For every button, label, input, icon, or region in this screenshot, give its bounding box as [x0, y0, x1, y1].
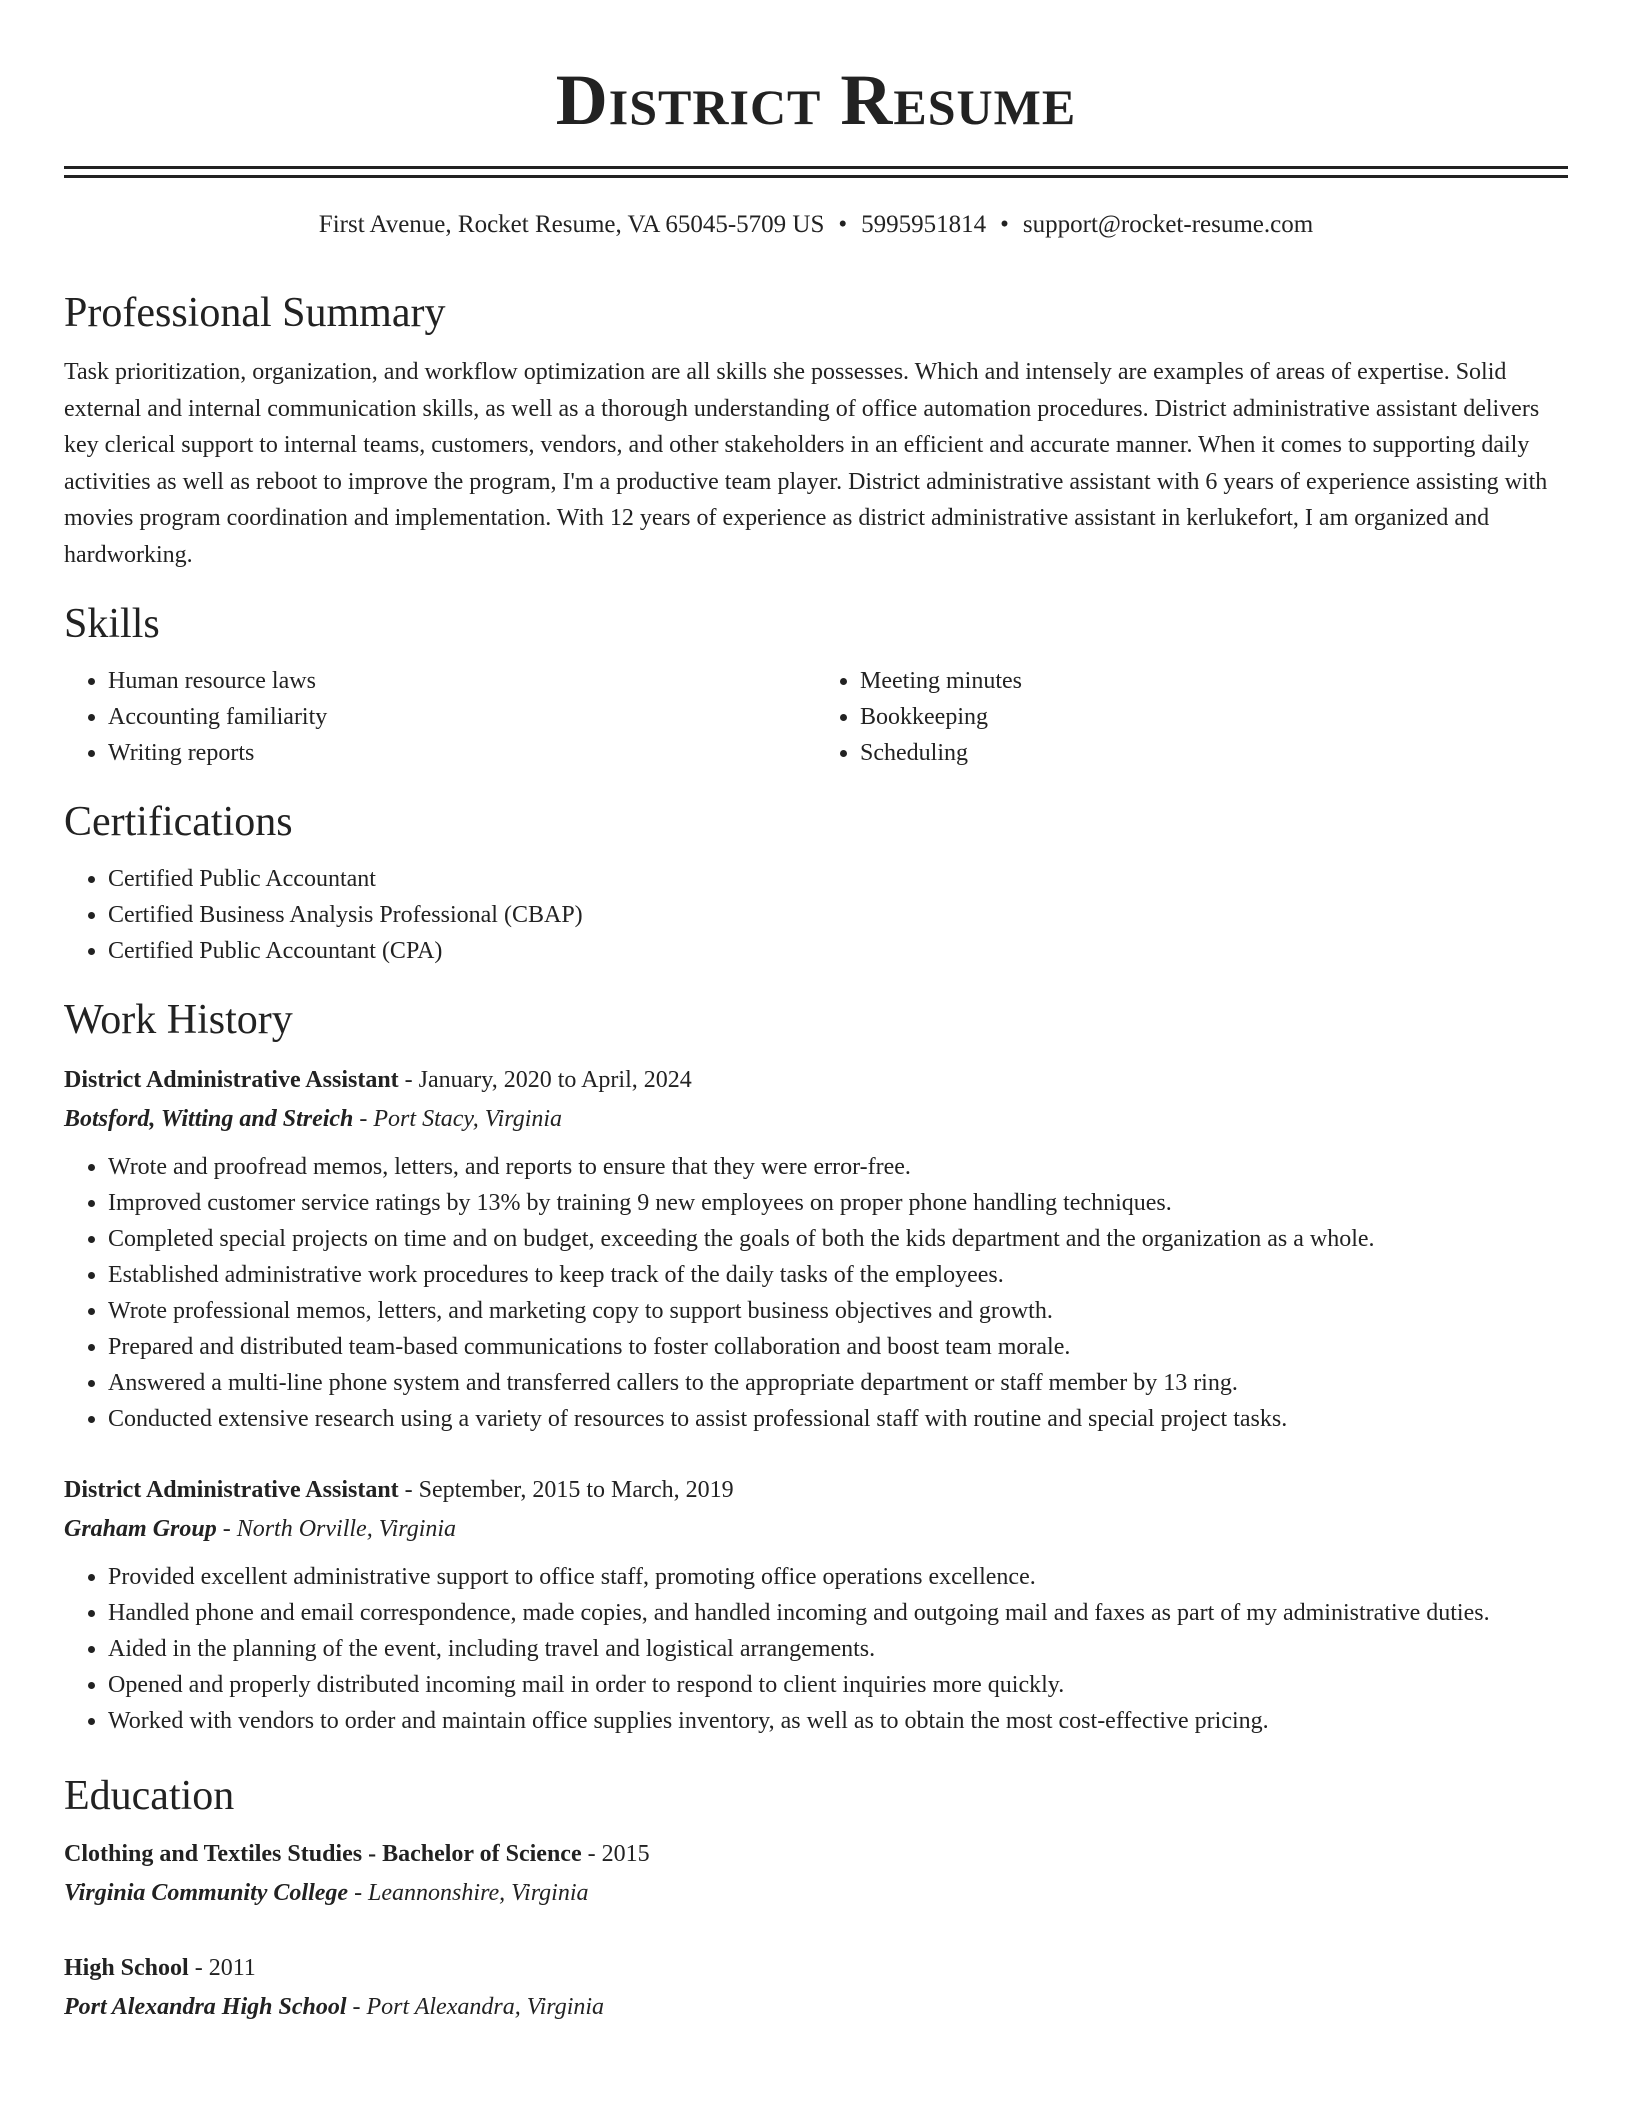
- skill-item: • Accounting familiarity: [108, 699, 816, 735]
- skills-list-left: [64, 663, 816, 771]
- education-school: Port Alexandra High School: [64, 1994, 347, 2020]
- certification-item: • Certified Business Analysis Professional (CBAP): [108, 897, 1568, 933]
- header-rule-top: [64, 166, 1568, 169]
- resume-name: District Resume: [555, 60, 1077, 140]
- job-position: District Administrative Assistant: [64, 1477, 399, 1503]
- job-company-line: [64, 1510, 1568, 1549]
- education-degree: High School: [64, 1955, 189, 1981]
- skill-item: • Meeting minutes: [860, 663, 1568, 699]
- work-history-heading: Work History: [64, 997, 293, 1043]
- education-location: - Leannonshire, Virginia: [348, 1880, 589, 1906]
- job-bullet: • Handled phone and email correspondence, made copies, and handled incoming and outgoing mail and faxes as part of my administrative duties.: [108, 1595, 1568, 1631]
- contact-email[interactable]: support@rocket-resume.com: [1022, 211, 1314, 238]
- education-entry: [64, 1835, 1568, 1913]
- job-bullet: • Worked with vendors to order and maintain office supplies inventory, as well as to obtain the most cost-effective pricing.: [108, 1703, 1568, 1739]
- job-entry: [64, 1061, 1568, 1437]
- certifications-list: [64, 861, 1568, 969]
- education-degree-line: [64, 1835, 1568, 1874]
- skill-item: • Bookkeeping: [860, 699, 1568, 735]
- job-bullet: • Prepared and distributed team-based communications to foster collaboration and boost team morale.: [108, 1329, 1568, 1365]
- job-bullet: • Answered a multi-line phone system and transferred callers to the appropriate department or staff member by 13 ring.: [108, 1365, 1568, 1401]
- job-position: District Administrative Assistant: [64, 1067, 399, 1093]
- education-school-line: [64, 1988, 1568, 2027]
- job-location: - North Orville, Virginia: [216, 1516, 457, 1542]
- education-year: - 2015: [581, 1841, 650, 1867]
- skill-item: • Human resource laws: [108, 663, 816, 699]
- contact-address: First Avenue, Rocket Resume, VA 65045-5709 US: [318, 211, 825, 238]
- job-bullet: • Established administrative work procedures to keep track of the daily tasks of the employees.: [108, 1257, 1568, 1293]
- summary-text: Task prioritization, organization, and workflow optimization are all skills she possesses. Which and intensely are examples of areas of expertise. Solid external and internal communication skills, as well as a thorough understanding of office automation procedures. District administrative assistant delivers key clerical support to internal teams, customers, vendors, and other stakeholders in an efficient and accurate manner. When it comes to supporting daily activities as well as reboot to improve the program, I'm a productive team player. District administrative assistant with 6 years of experience assisting with movies program coordination and implementation. With 12 years of experience as district administrative assistant in kerlukefort, I am organized and hardworking.: [64, 359, 1548, 568]
- certification-item: • Certified Public Accountant: [108, 861, 1568, 897]
- contact-separator: •: [838, 211, 848, 238]
- job-bullet: • Opened and properly distributed incoming mail in order to respond to client inquiries more quickly.: [108, 1667, 1568, 1703]
- job-header: [64, 1471, 1568, 1510]
- contact-phone: 5995951814: [861, 211, 987, 238]
- certification-item: • Certified Public Accountant (CPA): [108, 933, 1568, 969]
- job-dates: - January, 2020 to April, 2024: [398, 1067, 692, 1093]
- skills-grid: [64, 663, 1568, 771]
- skills-column-left: [64, 663, 816, 771]
- education-year: - 2011: [188, 1955, 256, 1981]
- header-rule-bottom: [64, 175, 1568, 178]
- contact-line: [64, 210, 1568, 240]
- job-bullet: • Provided excellent administrative support to office staff, promoting office operations excellence.: [108, 1559, 1568, 1595]
- education-degree: Clothing and Textiles Studies - Bachelor of Science: [64, 1841, 582, 1867]
- job-company-line: [64, 1100, 1568, 1139]
- education-school-line: [64, 1874, 1568, 1913]
- education-heading: Education: [64, 1773, 235, 1819]
- job-company: Botsford, Witting and Streich: [64, 1106, 354, 1132]
- job-bullet: • Wrote professional memos, letters, and marketing copy to support business objectives and growth.: [108, 1293, 1568, 1329]
- summary-heading: Professional Summary: [64, 290, 446, 336]
- job-bullet: • Completed special projects on time and on budget, exceeding the goals of both the kids department and the organization as a whole.: [108, 1221, 1568, 1257]
- job-entry: [64, 1471, 1568, 1739]
- job-bullet: • Improved customer service ratings by 13% by training 9 new employees on proper phone handling techniques.: [108, 1185, 1568, 1221]
- skill-item: • Writing reports: [108, 735, 816, 771]
- job-bullet: • Aided in the planning of the event, including travel and logistical arrangements.: [108, 1631, 1568, 1667]
- job-company: Graham Group: [64, 1516, 217, 1542]
- education-entry: [64, 1949, 1568, 2027]
- job-dates: - September, 2015 to March, 2019: [398, 1477, 734, 1503]
- skills-heading: Skills: [64, 601, 160, 647]
- job-header: [64, 1061, 1568, 1100]
- skills-list-right: [816, 663, 1568, 771]
- job-bullet: • Wrote and proofread memos, letters, and reports to ensure that they were error-free.: [108, 1149, 1568, 1185]
- education-location: - Port Alexandra, Virginia: [346, 1994, 605, 2020]
- job-bullets: [64, 1559, 1568, 1739]
- job-bullet: • Conducted extensive research using a variety of resources to assist professional staff with routine and special project tasks.: [108, 1401, 1568, 1437]
- job-bullets: [64, 1149, 1568, 1437]
- education-degree-line: [64, 1949, 1568, 1988]
- job-location: - Port Stacy, Virginia: [353, 1106, 563, 1132]
- education-school: Virginia Community College: [64, 1880, 349, 1906]
- skills-column-right: [816, 663, 1568, 771]
- contact-separator: •: [1000, 211, 1009, 238]
- certifications-heading: Certifications: [64, 799, 293, 845]
- skill-item: • Scheduling: [860, 735, 1568, 771]
